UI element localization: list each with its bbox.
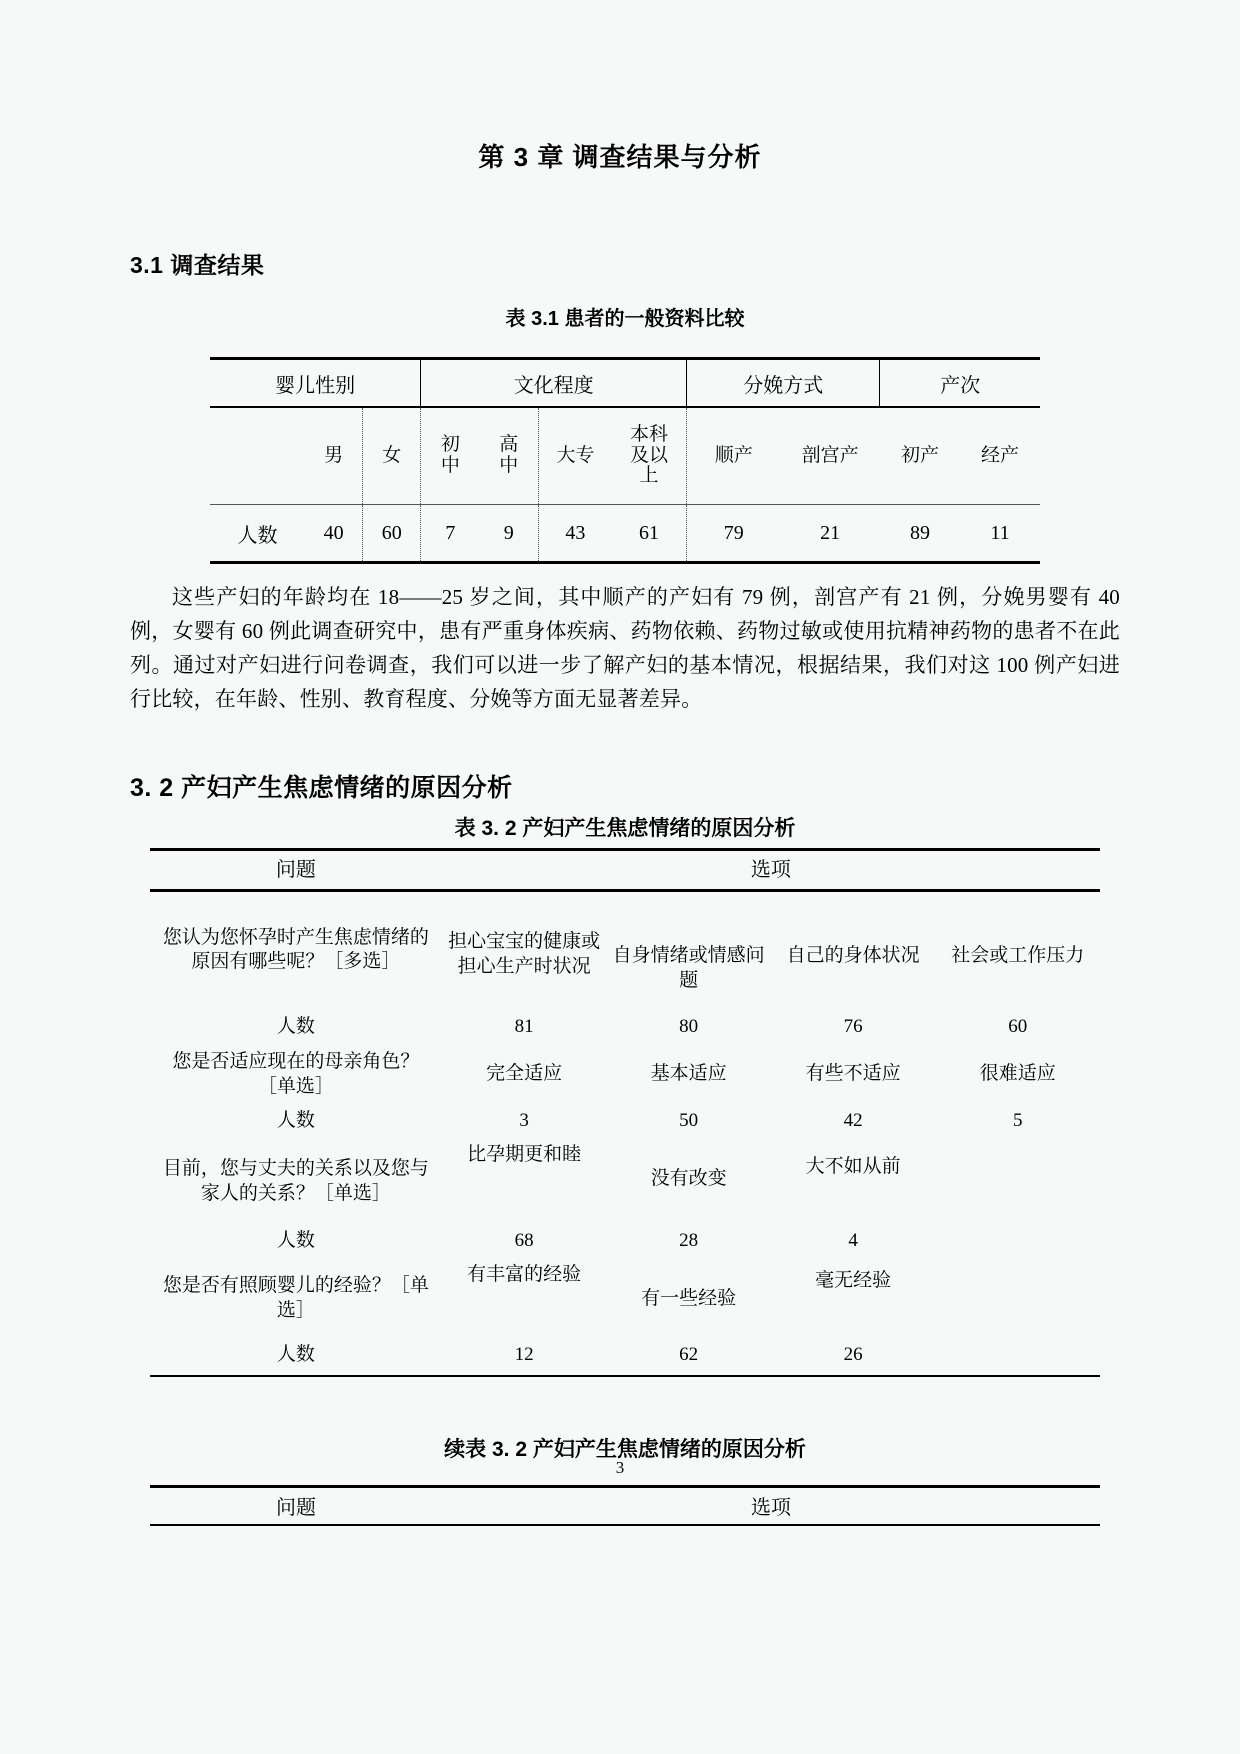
option-text-3-3: 大不如从前 xyxy=(805,1155,901,1177)
count-value-2-3: 42 xyxy=(843,1110,863,1132)
cell-cesarean-count: 21 xyxy=(780,505,880,563)
sub-header-college: 大专 xyxy=(538,407,612,505)
chapter-title: 第 3 章 调查结果与分析 xyxy=(478,142,762,172)
option-text-3-4 xyxy=(935,1141,1100,1223)
survey-results-paragraph: 这些产妇的年龄均在 18——25 岁之间，其中顺产的产妇有 79 例，剖宫产有 21 例，分娩男婴有 40 例，女婴有 60 例此调查研究中，患有严重身体疾病、药物依赖、药物过敏或使用抗精神药物的患者不在此列。通过对产妇进行问卷调查，我们可以进一步了解产妇的基本情况，根据结果，我们对这 100 例产妇进行比较，在年龄、性别、教育程度、分娩等方面无显著差异。 xyxy=(130,585,1120,712)
sub-header-cesarean: 剖宫产 xyxy=(780,407,880,505)
count-value-4-1: 12 xyxy=(442,1337,607,1376)
table-3-2-count-row xyxy=(150,1009,1100,1047)
cell-multipara-count: 11 xyxy=(960,505,1040,563)
page-number: 3 xyxy=(615,1458,625,1477)
table-3-2 xyxy=(150,848,1100,1377)
table-3-2-header-question: 问题 xyxy=(150,850,442,891)
group-header-delivery: 分娩方式 xyxy=(687,359,880,408)
table-3-1-wrapper xyxy=(210,357,1040,564)
count-label-1: 人数 xyxy=(276,1016,315,1038)
option-text-2-3: 有些不适应 xyxy=(805,1063,901,1085)
count-value-2-4: 5 xyxy=(1012,1110,1023,1132)
count-label-3: 人数 xyxy=(276,1230,315,1252)
table-3-2-row xyxy=(150,891,1100,1009)
option-text-1-4: 社会或工作压力 xyxy=(935,891,1100,1009)
count-value-1-3: 76 xyxy=(843,1016,863,1038)
sub-header-male: 男 xyxy=(305,407,363,505)
cell-female-count: 60 xyxy=(363,505,421,563)
count-label-4: 人数 xyxy=(150,1337,442,1376)
group-header-education: 文化程度 xyxy=(421,359,687,408)
table-3-1-data-row xyxy=(210,505,1040,563)
table-3-2-count-row xyxy=(150,1223,1100,1261)
cell-male-count: 40 xyxy=(305,505,363,563)
cell-primipara-count: 89 xyxy=(880,505,960,563)
option-text-3-1: 比孕期更和睦 xyxy=(467,1143,582,1165)
continued-header-question: 问题 xyxy=(150,1486,442,1525)
option-text-1-1: 担心宝宝的健康或担心生产时状况 xyxy=(442,891,607,1009)
table-3-2-row xyxy=(150,1047,1100,1103)
count-value-1-4: 60 xyxy=(1008,1016,1028,1038)
table-3-1-caption: 表 3.1 患者的一般资料比较 xyxy=(505,308,745,330)
count-value-4-4 xyxy=(935,1337,1100,1376)
count-label-2: 人数 xyxy=(276,1110,315,1132)
table-3-1-group-header-row xyxy=(210,359,1040,408)
table-3-1 xyxy=(210,357,1040,564)
option-text-2-1: 完全适应 xyxy=(486,1063,563,1085)
question-text-1: 您认为您怀孕时产生焦虑情绪的原因有哪些呢？［多选］ xyxy=(150,891,442,1009)
question-text-3: 目前，您与丈夫的关系以及您与家人的关系？［单选］ xyxy=(162,1157,429,1204)
document-body xyxy=(130,190,1120,1526)
count-value-1-1: 81 xyxy=(514,1016,534,1038)
group-header-parity: 产次 xyxy=(880,359,1040,408)
table-3-1-sub-header-row xyxy=(210,407,1040,505)
option-text-1-3: 自己的身体状况 xyxy=(771,891,936,1009)
count-value-1-2: 80 xyxy=(679,1016,699,1038)
table-3-2-count-row xyxy=(150,1103,1100,1141)
option-text-3-2: 没有改变 xyxy=(650,1167,727,1189)
table-3-2-caption: 表 3. 2 产妇产生焦虑情绪的原因分析 xyxy=(454,817,796,841)
continued-table xyxy=(150,1485,1100,1526)
table-3-2-row xyxy=(150,1141,1100,1223)
option-text-2-2: 基本适应 xyxy=(650,1063,727,1085)
sub-header-female: 女 xyxy=(363,407,421,505)
table-3-2-header-options: 选项 xyxy=(442,850,1100,891)
option-text-4-2: 有一些经验 xyxy=(641,1287,737,1309)
sub-header-spacer xyxy=(210,407,305,505)
sub-header-multipara: 经产 xyxy=(960,407,1040,505)
continued-table-caption: 续表 3. 2 产妇产生焦虑情绪的原因分析 xyxy=(444,1437,806,1461)
cell-bachelor-above-count: 61 xyxy=(612,505,687,563)
group-header-gender: 婴儿性别 xyxy=(210,359,421,408)
sub-header-vaginal: 顺产 xyxy=(687,407,781,505)
continued-table-header-row xyxy=(150,1486,1100,1525)
cell-college-count: 43 xyxy=(538,505,612,563)
option-text-4-4 xyxy=(935,1261,1100,1337)
sub-header-primipara: 初产 xyxy=(880,407,960,505)
count-value-3-4 xyxy=(935,1223,1100,1261)
count-value-3-3: 4 xyxy=(848,1230,858,1252)
count-value-4-2: 62 xyxy=(606,1337,771,1376)
question-text-4: 您是否有照顾婴儿的经验？［单选］ xyxy=(162,1274,429,1321)
count-value-4-3: 26 xyxy=(771,1337,936,1376)
cell-senior-high-count: 9 xyxy=(480,505,539,563)
sub-header-junior-high: 初中 xyxy=(421,407,480,505)
table-3-2-row xyxy=(150,1261,1100,1337)
option-text-1-2: 自身情绪或情感问题 xyxy=(606,891,771,1009)
cell-junior-high-count: 7 xyxy=(421,505,480,563)
section-heading-3-2: 3. 2 产妇产生焦虑情绪的原因分析 xyxy=(130,774,513,803)
section-heading-3-1: 3.1 调查结果 xyxy=(130,252,265,278)
count-value-2-1: 3 xyxy=(519,1110,529,1132)
table-3-2-header-row xyxy=(150,850,1100,891)
continued-header-options: 选项 xyxy=(442,1486,1100,1525)
count-value-2-2: 50 xyxy=(679,1110,699,1132)
row-label-count: 人数 xyxy=(210,505,305,563)
option-text-2-4: 很难适应 xyxy=(979,1063,1056,1085)
sub-header-senior-high: 高中 xyxy=(480,407,539,505)
question-text-2: 您是否适应现在的母亲角色？［单选］ xyxy=(172,1050,420,1097)
count-value-3-1: 68 xyxy=(514,1230,534,1252)
count-value-3-2: 28 xyxy=(679,1230,699,1252)
cell-vaginal-count: 79 xyxy=(687,505,781,563)
sub-header-bachelor-above: 本科及以上 xyxy=(612,407,687,505)
table-3-2-count-row xyxy=(150,1337,1100,1376)
option-text-4-3: 毫无经验 xyxy=(815,1269,892,1291)
option-text-4-1: 有丰富的经验 xyxy=(467,1263,582,1285)
